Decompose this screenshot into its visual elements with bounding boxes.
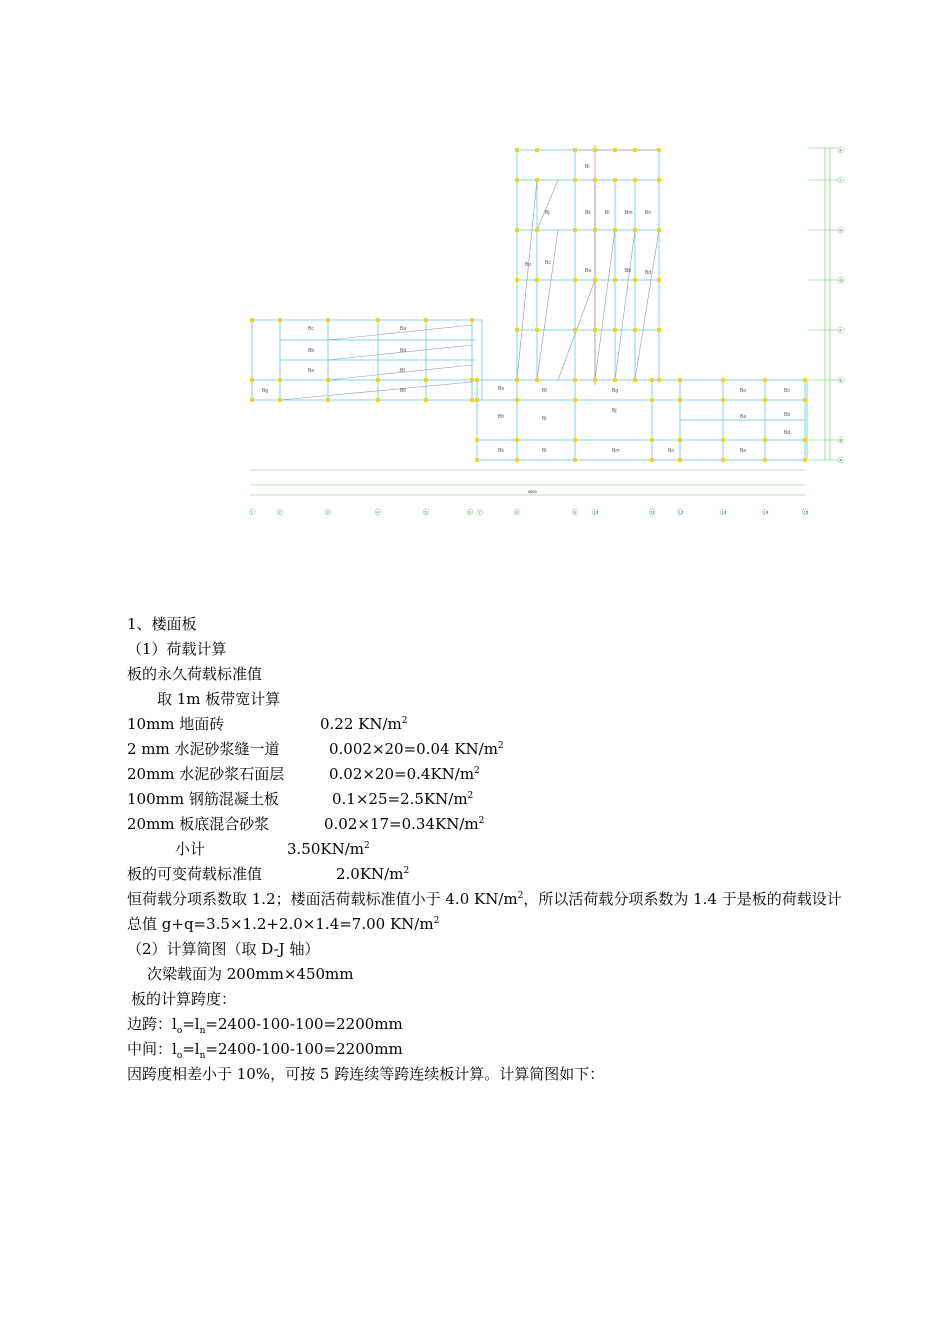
column-marker xyxy=(593,328,597,332)
axis-label: E xyxy=(839,377,843,383)
column-marker xyxy=(278,378,282,382)
column-marker xyxy=(763,398,767,402)
column-marker xyxy=(475,458,479,462)
column-marker xyxy=(250,318,254,322)
slab-label: Bd xyxy=(784,430,791,436)
column-marker xyxy=(803,378,807,382)
axis-label: 8 xyxy=(515,509,518,515)
axis-label: 3 xyxy=(326,509,329,515)
column-marker xyxy=(535,228,539,232)
column-marker xyxy=(515,278,519,282)
bottom-axis-labels xyxy=(249,509,809,515)
column-marker xyxy=(650,398,654,402)
column-marker xyxy=(470,378,474,382)
column-marker xyxy=(278,318,282,322)
column-marker xyxy=(803,398,807,402)
column-marker xyxy=(515,148,519,152)
slab-label: Bj xyxy=(545,210,550,216)
middle-span: 中间：$l_o=l_n=2400-100-100=2200mm$ xyxy=(127,1040,403,1061)
dimension-text: 9600 xyxy=(528,489,537,494)
column-marker xyxy=(763,378,767,382)
slab-label: Bb xyxy=(784,412,791,418)
slab-label: Bg xyxy=(262,388,269,394)
column-marker xyxy=(515,178,519,182)
axis-label: 6 xyxy=(468,509,471,515)
axis-label: 2 xyxy=(278,509,281,515)
edge-span: 边跨：$l_o=l_n=2400-100-100=2200mm$ xyxy=(127,1015,403,1036)
column-marker xyxy=(633,378,637,382)
column-marker xyxy=(535,328,539,332)
slab-label: Ba xyxy=(740,414,747,420)
axis-label: 5 xyxy=(424,509,427,515)
axis-label: K xyxy=(839,147,843,153)
slab-label: Bh xyxy=(498,414,505,420)
dimension-lines xyxy=(250,148,838,495)
column-marker xyxy=(678,378,682,382)
slab-label: Bb xyxy=(308,348,315,354)
load-row-plaster: 20mm 板底混合砂浆 $0.02\times 17=0.34KN/m^2$ xyxy=(127,815,485,833)
column-marker xyxy=(593,178,597,182)
column-marker xyxy=(573,438,577,442)
column-marker xyxy=(515,328,519,332)
column-marker xyxy=(515,228,519,232)
right-axis-labels xyxy=(838,147,844,463)
column-marker xyxy=(803,458,807,462)
slab-label: Be xyxy=(498,386,505,392)
slab-label: Bb xyxy=(625,268,632,274)
load-row-concrete-slab: 100mm 钢筋混凝土板 $0.1\times 25=2.5KN/m^2$ xyxy=(127,790,474,808)
column-marker xyxy=(326,398,330,402)
document-body xyxy=(127,612,847,1087)
column-marker xyxy=(803,438,807,442)
axis-label: 13 xyxy=(721,509,726,515)
column-marker xyxy=(633,148,637,152)
column-marker xyxy=(657,148,661,152)
conclusion-line: 因跨度相差小于 10%，可按 5 跨连续等跨连续板计算。计算简图如下： xyxy=(127,1065,605,1083)
slab-label: Bd xyxy=(645,270,652,276)
slab-label: Ba xyxy=(585,268,592,274)
column-marker xyxy=(475,398,479,402)
column-marker xyxy=(376,398,380,402)
column-marker xyxy=(424,318,428,322)
column-marker xyxy=(613,148,617,152)
slab-label: Bk xyxy=(585,210,591,216)
column-marker xyxy=(573,178,577,182)
column-marker xyxy=(376,318,380,322)
column-marker xyxy=(593,148,597,152)
column-marker xyxy=(721,378,725,382)
floor-plan-drawing xyxy=(240,140,850,520)
column-marker xyxy=(573,378,577,382)
slab-label: Bo xyxy=(740,388,747,394)
column-marker xyxy=(326,378,330,382)
section-heading: 1、楼面板 xyxy=(127,615,197,633)
column-marker xyxy=(721,438,725,442)
column-marker xyxy=(650,458,654,462)
slab-label: Bf xyxy=(400,368,405,374)
column-marker xyxy=(593,378,597,382)
column-marker xyxy=(573,278,577,282)
column-marker xyxy=(613,228,617,232)
column-marker xyxy=(678,458,682,462)
column-marker xyxy=(535,378,539,382)
axis-label: 15 xyxy=(803,509,808,515)
column-marker xyxy=(613,328,617,332)
column-marker xyxy=(573,398,577,402)
slab-label: Bn xyxy=(668,448,675,454)
column-marker xyxy=(535,148,539,152)
column-marker xyxy=(763,458,767,462)
column-marker xyxy=(657,278,661,282)
subsection-load: （1）荷载计算 xyxy=(127,640,227,658)
column-marker xyxy=(633,278,637,282)
load-row-subtotal: 小计 $3.50KN/m^2$ xyxy=(175,840,370,858)
column-marker xyxy=(573,228,577,232)
design-load-paragraph: 恒荷载分项系数取 1.2；楼面活荷载标准值小于 4.0 $KN/m^2$，所以活荷载分项系数为 1.4 于是板的荷载设计总值 g+q=3.5×1.2+2.0×1.4=7.00 $KN/m^2$ xyxy=(127,890,842,933)
column-marker xyxy=(424,398,428,402)
slab-label: Bd xyxy=(400,348,407,354)
slab-label: Bi xyxy=(585,164,590,170)
column-marker xyxy=(250,378,254,382)
column-marker xyxy=(721,458,725,462)
column-marker xyxy=(250,398,254,402)
slab-labels xyxy=(262,164,790,454)
axis-label: B xyxy=(839,437,843,443)
slab-label: Bm xyxy=(625,210,633,216)
column-marker xyxy=(633,328,637,332)
slab-label: Bc xyxy=(308,326,314,332)
column-marker xyxy=(475,438,479,442)
column-marker xyxy=(573,458,577,462)
column-marker xyxy=(763,438,767,442)
column-marker xyxy=(613,278,617,282)
column-marker xyxy=(657,228,661,232)
column-marker xyxy=(613,378,617,382)
floor-plan-svg xyxy=(240,140,850,520)
axis-label: 9 xyxy=(573,509,576,515)
slab-label: Bl xyxy=(542,448,547,454)
axis-label: 11 xyxy=(650,509,655,515)
axis-label: G xyxy=(839,277,843,283)
column-marker xyxy=(657,378,661,382)
column-marker xyxy=(613,178,617,182)
load-row-surface-layer: 20mm 水泥砂浆石面层 $0.02\times 20=0.4KN/m^2$ xyxy=(127,765,480,783)
axis-label: 7 xyxy=(478,509,481,515)
axis-label: 10 xyxy=(593,509,598,515)
beam-section-note: 次梁载面为 200mm×450mm xyxy=(147,965,354,983)
span-title: 板的计算跨度： xyxy=(131,990,237,1008)
column-marker xyxy=(424,378,428,382)
column-marker xyxy=(515,438,519,442)
column-marker xyxy=(657,328,661,332)
axis-label: 12 xyxy=(678,509,683,515)
slab-label: Bm xyxy=(612,448,620,454)
column-marker xyxy=(515,458,519,462)
slab-label: Ba xyxy=(400,326,407,332)
slab-label: Bl xyxy=(605,210,610,216)
axis-label: 1 xyxy=(250,509,253,515)
column-marker xyxy=(515,398,519,402)
permanent-load-title: 板的永久荷载标准值 xyxy=(127,665,263,683)
column-marker xyxy=(678,438,682,442)
column-marker xyxy=(650,438,654,442)
column-marker xyxy=(475,378,479,382)
column-marker xyxy=(326,318,330,322)
axis-lines xyxy=(575,145,660,385)
column-marker xyxy=(535,178,539,182)
axis-label: F xyxy=(839,327,842,333)
load-row-variable: 板的可变荷载标准值 $2.0KN/m^2$ xyxy=(127,865,410,883)
column-marker xyxy=(678,398,682,402)
strip-note: 取 1m 板带宽计算 xyxy=(157,690,281,708)
subsection-diagram: （2）计算简图（取 D-J 轴） xyxy=(127,940,320,958)
axis-label: J xyxy=(839,177,842,183)
slab-label: Bc xyxy=(784,388,790,394)
slab-label: Bg xyxy=(612,388,619,394)
column-marker xyxy=(376,378,380,382)
column-marker xyxy=(515,378,519,382)
load-row-tile: 10mm 地面砖 0.22 $KN/m^2$ xyxy=(127,715,408,733)
column-marker xyxy=(650,378,654,382)
load-row-mortar-joint: 2 mm 水泥砂浆缝一道 0.002×20=0.04 $KN/m^2$ xyxy=(127,740,504,758)
column-marker xyxy=(573,328,577,332)
column-marker xyxy=(278,398,282,402)
beam-grid xyxy=(252,150,807,460)
column-marker xyxy=(633,228,637,232)
slab-label: Bn xyxy=(645,210,652,216)
axis-label: H xyxy=(839,227,843,233)
column-marker xyxy=(573,148,577,152)
column-marker xyxy=(633,178,637,182)
slab-label: Bi xyxy=(542,416,547,422)
column-marker xyxy=(657,178,661,182)
column-marker xyxy=(470,398,474,402)
slab-label: Bk xyxy=(498,448,504,454)
axis-label: 14 xyxy=(763,509,768,515)
slab-label: Bo xyxy=(525,262,532,268)
slab-diagonals xyxy=(280,180,659,400)
column-marker xyxy=(470,318,474,322)
axis-label: 4 xyxy=(376,509,379,515)
slab-label: Be xyxy=(740,448,747,454)
slab-label: Bf xyxy=(542,388,547,394)
column-marker xyxy=(593,278,597,282)
column-marker xyxy=(535,278,539,282)
slab-label: Bh xyxy=(400,388,407,394)
slab-label: Bc xyxy=(545,260,551,266)
column-marker xyxy=(593,228,597,232)
column-marker xyxy=(721,398,725,402)
axis-label: A xyxy=(839,457,843,463)
slab-label: Be xyxy=(308,368,315,374)
slab-label: Bj xyxy=(612,408,617,414)
